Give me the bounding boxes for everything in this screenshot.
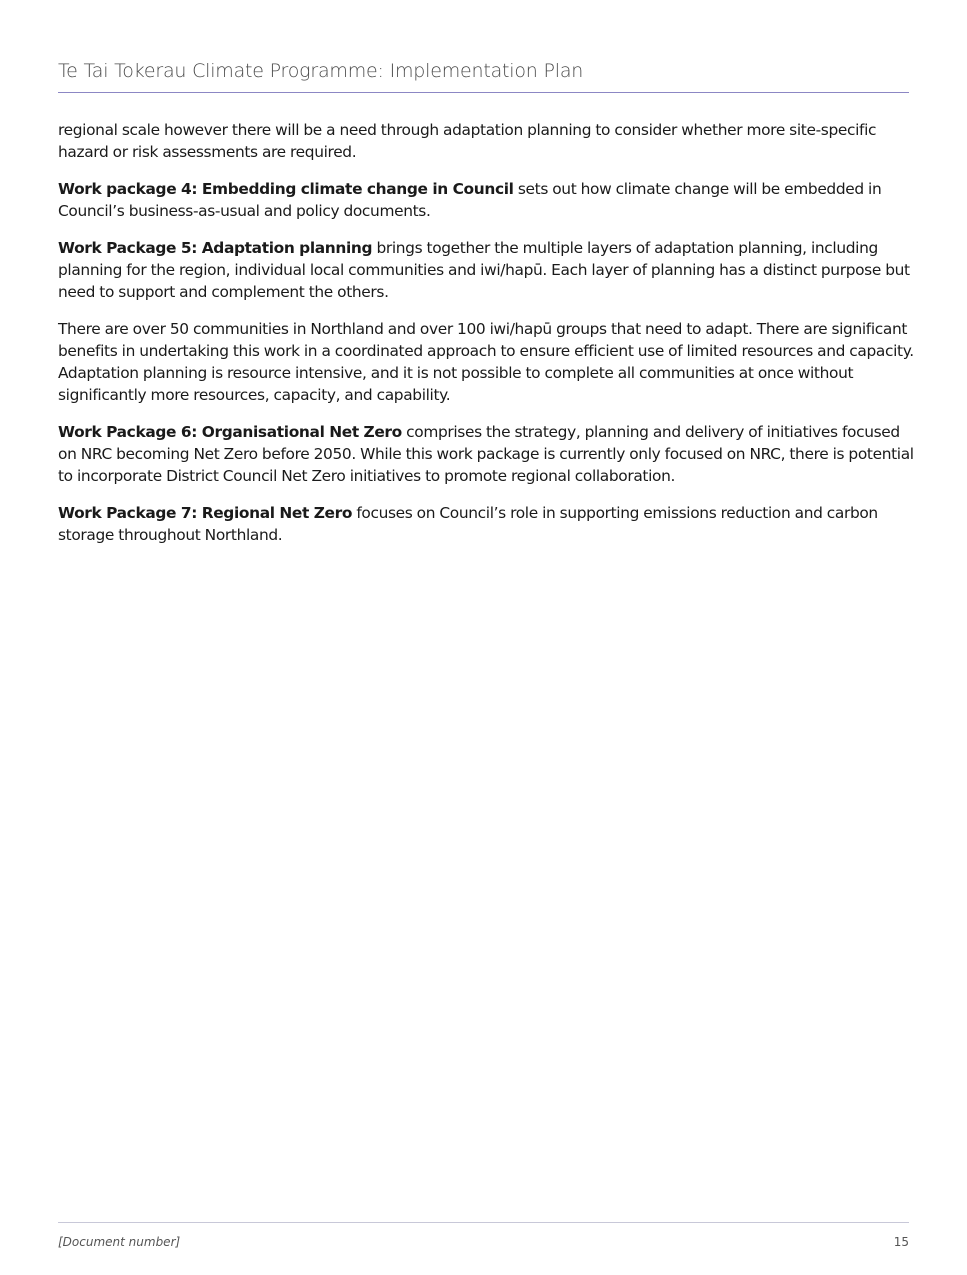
page-number: 15	[893, 1235, 909, 1249]
page-footer	[58, 1222, 909, 1249]
paragraph-6	[58, 502, 914, 546]
paragraph-1-text: regional scale however there will be a need through adaptation planning to consider whether more site-specific hazard or risk assessments are required.	[58, 121, 877, 161]
paragraph-6-text: focuses on Council’s role in supporting emissions reduction and carbon storage throughout Northland.	[58, 504, 878, 544]
paragraph-4-text: There are over 50 communities in Northland and over 100 iwi/hapū groups that need to adapt. There are significant benefits in undertaking this work in a coordinated approach to ensure efficient use of limited resources and capacity. Adaptation planning is resource intensive, and it is not possible to complete all communities at once without significantly more resources, capacity, and capability.	[58, 320, 914, 404]
document-title: Te Tai Tokerau Climate Programme: Implementation Plan	[58, 60, 584, 82]
body-content	[58, 119, 914, 561]
document-number: [Document number]	[58, 1235, 181, 1249]
paragraph-2-text: sets out how climate change will be embedded in Council’s business-as-usual and policy documents.	[58, 180, 882, 220]
paragraph-3-text: brings together the multiple layers of adaptation planning, including planning for the region, individual local communities and iwi/hapū. Each layer of planning has a distinct purpose but need to support and complement the others.	[58, 239, 910, 301]
page-header	[58, 58, 909, 93]
work-package-5-heading: Work Package 5: Adaptation planning	[58, 239, 373, 257]
paragraph-2	[58, 178, 914, 222]
paragraph-3	[58, 237, 914, 303]
work-package-4-heading: Work package 4: Embedding climate change in Council	[58, 180, 514, 198]
work-package-6-heading: Work Package 6: Organisational Net Zero	[58, 423, 402, 441]
paragraph-1	[58, 119, 914, 163]
paragraph-5	[58, 421, 914, 487]
paragraph-4	[58, 318, 914, 406]
paragraph-5-text: comprises the strategy, planning and delivery of initiatives focused on NRC becoming Net Zero before 2050. While this work package is currently only focused on NRC, there is potential to incorporate District Council Net Zero initiatives to promote regional collaboration.	[58, 423, 914, 485]
work-package-7-heading: Work Package 7: Regional Net Zero	[58, 504, 353, 522]
